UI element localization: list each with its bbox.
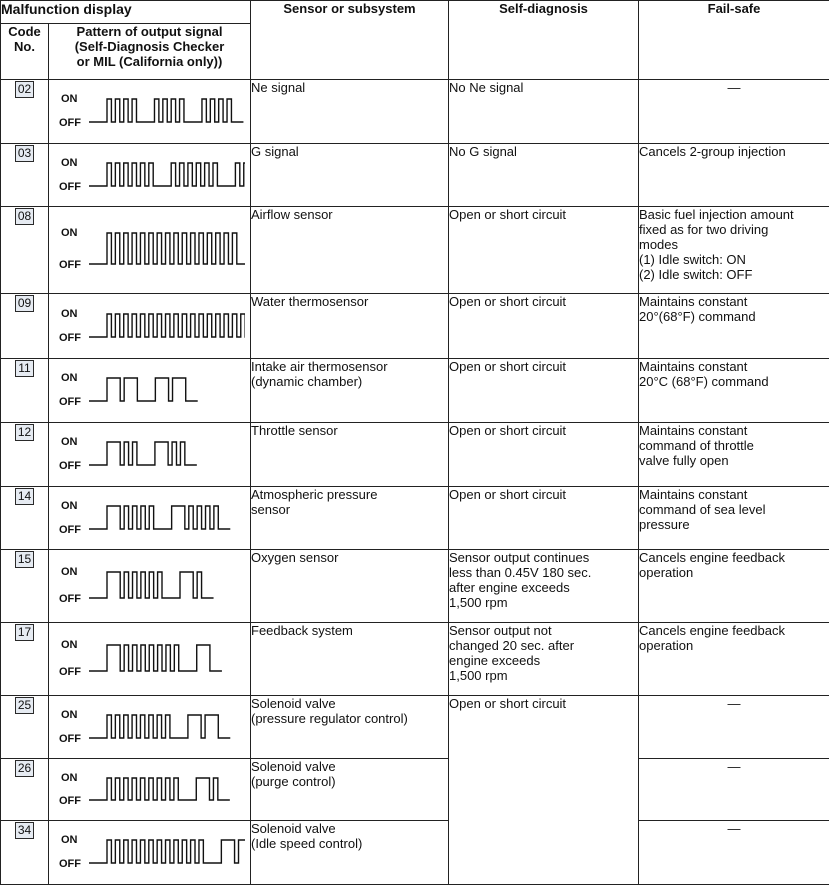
waveform-trace	[89, 442, 197, 465]
code-number: 03	[15, 145, 34, 162]
signal-pattern-cell	[49, 821, 251, 885]
code-cell	[1, 207, 49, 294]
signal-pattern-cell	[49, 80, 251, 144]
signal-pattern-cell	[49, 359, 251, 423]
fail-safe-cell: Cancels engine feedback operation	[639, 623, 829, 696]
signal-waveform	[87, 487, 245, 550]
fail-safe-cell: Cancels 2-group injection	[639, 144, 829, 207]
on-label: ON	[61, 308, 78, 320]
on-label: ON	[61, 834, 78, 846]
sensor-cell: Ne signal	[251, 80, 449, 144]
fail-safe-cell: Maintains constant command of throttle valve fully open	[639, 423, 829, 487]
on-label: ON	[61, 566, 78, 578]
on-label: ON	[61, 227, 78, 239]
signal-pattern-cell	[49, 423, 251, 487]
code-number: 25	[15, 697, 34, 714]
off-label: OFF	[59, 795, 81, 807]
code-number: 09	[15, 295, 34, 312]
on-label: ON	[61, 93, 78, 105]
waveform-trace	[89, 314, 245, 337]
table-row	[1, 294, 829, 359]
self-diagnosis-cell: Open or short circuit	[449, 359, 639, 423]
code-number: 11	[15, 360, 33, 377]
fail-safe-header: Fail-safe	[639, 1, 829, 80]
off-label: OFF	[59, 117, 81, 129]
table-row	[1, 623, 829, 696]
code-cell	[1, 696, 49, 759]
self-diagnosis-header: Self-diagnosis	[449, 1, 639, 80]
fail-safe-cell: Cancels engine feedback operation	[639, 550, 829, 623]
code-cell	[1, 759, 49, 821]
fail-safe-cell: —	[639, 696, 829, 759]
code-number: 14	[15, 488, 34, 505]
sensor-cell: Atmospheric pressure sensor	[251, 487, 449, 550]
off-label: OFF	[59, 666, 81, 678]
pattern-header: Pattern of output signal (Self-Diagnosis Checker or MIL (California only))	[49, 24, 251, 80]
signal-pattern-cell	[49, 623, 251, 696]
on-label: ON	[61, 500, 78, 512]
on-label: ON	[61, 436, 78, 448]
signal-pattern-cell	[49, 144, 251, 207]
off-label: OFF	[59, 858, 81, 870]
on-label: ON	[61, 709, 78, 721]
sensor-cell: Solenoid valve (Idle speed control)	[251, 821, 449, 885]
fail-safe-cell: Basic fuel injection amount fixed as for two driving modes (1) Idle switch: ON (2) Idle switch: OFF	[639, 207, 829, 294]
self-diagnosis-cell: No G signal	[449, 144, 639, 207]
table-row	[1, 821, 829, 885]
on-label: ON	[61, 639, 78, 651]
fail-safe-cell: —	[639, 759, 829, 821]
code-cell	[1, 423, 49, 487]
table-row	[1, 550, 829, 623]
code-cell	[1, 144, 49, 207]
off-label: OFF	[59, 181, 81, 193]
self-diagnosis-cell: Open or short circuit	[449, 696, 639, 885]
sensor-cell: Oxygen sensor	[251, 550, 449, 623]
signal-waveform	[87, 144, 245, 207]
signal-waveform	[87, 207, 245, 294]
table-row	[1, 487, 829, 550]
waveform-trace	[89, 645, 222, 671]
code-number: 02	[15, 81, 34, 98]
code-cell	[1, 359, 49, 423]
signal-waveform	[87, 423, 245, 487]
fail-safe-cell: Maintains constant command of sea level pressure	[639, 487, 829, 550]
signal-pattern-cell	[49, 759, 251, 821]
table-row	[1, 80, 829, 144]
code-number: 17	[15, 624, 34, 641]
self-diagnosis-cell: Open or short circuit	[449, 487, 639, 550]
signal-waveform	[87, 759, 245, 821]
self-diagnosis-cell: Open or short circuit	[449, 423, 639, 487]
waveform-trace	[89, 506, 230, 529]
sensor-cell: Intake air thermosensor (dynamic chamber)	[251, 359, 449, 423]
waveform-trace	[89, 840, 245, 863]
self-diagnosis-cell: Sensor output continues less than 0.45V 180 sec. after engine exceeds 1,500 rpm	[449, 550, 639, 623]
signal-pattern-cell	[49, 696, 251, 759]
fail-safe-cell: Maintains constant 20°(68°F) command	[639, 294, 829, 359]
malfunction-display-header: Malfunction display	[1, 1, 251, 24]
on-label: ON	[61, 372, 78, 384]
signal-pattern-cell	[49, 550, 251, 623]
code-cell	[1, 550, 49, 623]
off-label: OFF	[59, 524, 81, 536]
code-cell	[1, 821, 49, 885]
sensor-cell: Airflow sensor	[251, 207, 449, 294]
sensor-cell: Solenoid valve (purge control)	[251, 759, 449, 821]
self-diagnosis-cell: No Ne signal	[449, 80, 639, 144]
self-diagnosis-cell: Open or short circuit	[449, 294, 639, 359]
waveform-trace	[89, 715, 230, 738]
off-label: OFF	[59, 396, 81, 408]
fail-safe-cell: Maintains constant 20°C (68°F) command	[639, 359, 829, 423]
waveform-trace	[89, 163, 245, 186]
signal-pattern-cell	[49, 294, 251, 359]
on-label: ON	[61, 157, 78, 169]
code-number: 12	[15, 424, 34, 441]
self-diagnosis-cell: Sensor output not changed 20 sec. after engine exceeds 1,500 rpm	[449, 623, 639, 696]
signal-waveform	[87, 359, 245, 423]
waveform-trace	[89, 99, 243, 122]
fail-safe-cell: —	[639, 80, 829, 144]
waveform-trace	[89, 572, 214, 598]
code-cell	[1, 80, 49, 144]
table-row	[1, 696, 829, 759]
sensor-cell: Feedback system	[251, 623, 449, 696]
waveform-trace	[89, 778, 230, 800]
sensor-cell: Solenoid valve (pressure regulator control)	[251, 696, 449, 759]
code-cell	[1, 294, 49, 359]
off-label: OFF	[59, 460, 81, 472]
on-label: ON	[61, 772, 78, 784]
code-cell	[1, 623, 49, 696]
off-label: OFF	[59, 332, 81, 344]
sensor-header: Sensor or subsystem	[251, 1, 449, 80]
waveform-trace	[89, 378, 198, 401]
off-label: OFF	[59, 259, 81, 271]
off-label: OFF	[59, 733, 81, 745]
signal-waveform	[87, 294, 245, 359]
sensor-cell: G signal	[251, 144, 449, 207]
table-row	[1, 144, 829, 207]
signal-pattern-cell	[49, 207, 251, 294]
code-number: 15	[15, 551, 34, 568]
code-cell	[1, 487, 49, 550]
off-label: OFF	[59, 593, 81, 605]
table-row	[1, 207, 829, 294]
table-row	[1, 759, 829, 821]
signal-waveform	[87, 550, 245, 623]
sensor-cell: Throttle sensor	[251, 423, 449, 487]
code-no-header: Code No.	[1, 24, 49, 80]
signal-waveform	[87, 696, 245, 759]
code-number: 34	[15, 822, 34, 839]
signal-waveform	[87, 623, 245, 696]
signal-waveform	[87, 80, 245, 144]
waveform-trace	[89, 233, 245, 264]
fail-safe-cell: —	[639, 821, 829, 885]
table-row	[1, 359, 829, 423]
sensor-cell: Water thermosensor	[251, 294, 449, 359]
signal-pattern-cell	[49, 487, 251, 550]
signal-waveform	[87, 821, 245, 885]
code-number: 26	[15, 760, 34, 777]
self-diagnosis-cell: Open or short circuit	[449, 207, 639, 294]
code-number: 08	[15, 208, 34, 225]
table-row	[1, 423, 829, 487]
